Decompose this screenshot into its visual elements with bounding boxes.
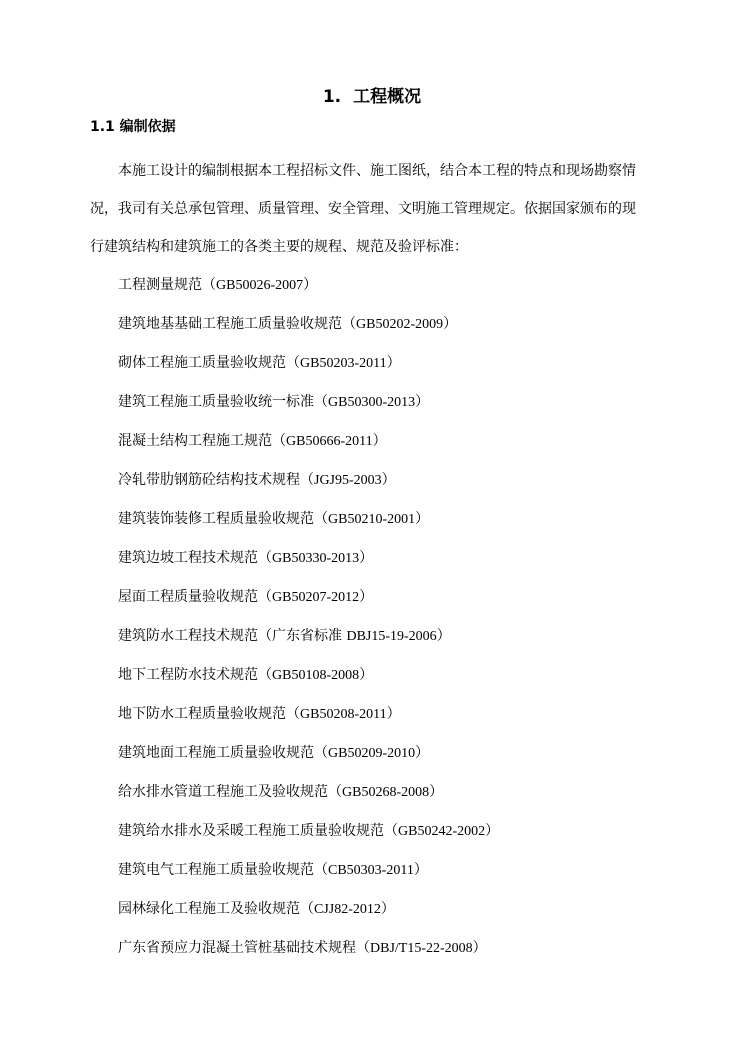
reference-close: ） — [359, 550, 374, 566]
reference-close: ） — [372, 433, 387, 449]
reference-name: 建筑地基基础工程施工质量验收规范（ — [118, 316, 356, 332]
reference-item — [118, 780, 698, 819]
reference-close: ） — [472, 940, 487, 956]
reference-code: GB50268-2008 — [342, 785, 430, 800]
reference-name: 地下防水工程质量验收规范（ — [118, 706, 300, 722]
reference-close: ） — [436, 628, 451, 644]
reference-item — [118, 585, 698, 624]
reference-close: ） — [381, 472, 396, 488]
title-text: 工程概况 — [353, 87, 422, 107]
reference-item — [118, 663, 698, 702]
reference-code: GB50210-2001 — [328, 512, 416, 527]
reference-name: 建筑防水工程技术规范（广东省标准 — [118, 628, 347, 644]
reference-code: GB50330-2013 — [272, 551, 360, 566]
reference-code: CB50303-2011 — [328, 863, 414, 878]
intro-line: 况，我司有关总承包管理、质量管理、安全管理、文明施工管理规定。依据国家颁布的现 — [90, 201, 636, 217]
title-number: 1. — [322, 87, 342, 107]
reference-close: ） — [415, 745, 430, 761]
reference-name: 建筑地面工程施工质量验收规范（ — [118, 745, 328, 761]
reference-item — [118, 702, 698, 741]
reference-item — [118, 312, 698, 351]
reference-close: ） — [413, 862, 428, 878]
reference-name: 给水排水管道工程施工及验收规范（ — [118, 784, 342, 800]
reference-item — [118, 429, 698, 468]
page-title — [0, 82, 744, 107]
reference-name: 地下工程防水技术规范（ — [118, 667, 272, 683]
reference-close: ） — [303, 277, 318, 293]
reference-code: GB50108-2008 — [272, 668, 360, 683]
reference-close: ） — [485, 823, 500, 839]
reference-name: 园林绿化工程施工及验收规范（ — [118, 901, 314, 917]
reference-item — [118, 936, 698, 975]
reference-name: 建筑边坡工程技术规范（ — [118, 550, 272, 566]
reference-code: GB50026-2007 — [216, 278, 304, 293]
reference-name: 建筑装饰装修工程质量验收规范（ — [118, 511, 328, 527]
reference-code: GB50666-2011 — [286, 434, 373, 449]
reference-close: ） — [359, 667, 374, 683]
reference-code: GB50203-2011 — [300, 356, 387, 371]
reference-item — [118, 351, 698, 390]
reference-item — [118, 819, 698, 858]
reference-code: GB50209-2010 — [328, 746, 416, 761]
reference-name: 冷轧带肋钢筋砼结构技术规程（ — [118, 472, 314, 488]
reference-item — [118, 507, 698, 546]
reference-item — [118, 624, 698, 663]
intro-line: 本施工设计的编制根据本工程招标文件、施工图纸，结合本工程的特点和现场勘察情 — [118, 163, 636, 179]
reference-close: ） — [443, 316, 458, 332]
intro-paragraph — [90, 152, 680, 266]
section-heading: 1.1 编制依据 — [90, 119, 176, 135]
reference-item — [118, 390, 698, 429]
reference-list — [118, 273, 698, 975]
reference-name: 砌体工程施工质量验收规范（ — [118, 355, 300, 371]
reference-close: ） — [415, 394, 430, 410]
reference-code: DBJ/T15-22-2008 — [370, 941, 473, 956]
reference-code: GB50207-2012 — [272, 590, 360, 605]
reference-item — [118, 897, 698, 936]
reference-close: ） — [359, 589, 374, 605]
reference-close: ） — [386, 706, 401, 722]
reference-code: DBJ15-19-2006 — [346, 629, 437, 644]
reference-name: 屋面工程质量验收规范（ — [118, 589, 272, 605]
reference-code: GB50242-2002 — [398, 824, 486, 839]
reference-name: 建筑工程施工质量验收统一标准（ — [118, 394, 328, 410]
reference-code: GB50300-2013 — [328, 395, 416, 410]
reference-code: CJJ82-2012 — [314, 902, 381, 917]
reference-code: GB50202-2009 — [356, 317, 444, 332]
reference-item — [118, 273, 698, 312]
reference-name: 混凝土结构工程施工规范（ — [118, 433, 286, 449]
reference-name: 建筑给水排水及采暖工程施工质量验收规范（ — [118, 823, 398, 839]
reference-close: ） — [380, 901, 395, 917]
intro-line: 行建筑结构和建筑施工的各类主要的规程、规范及验评标准： — [90, 239, 468, 255]
reference-item — [118, 741, 698, 780]
reference-close: ） — [386, 355, 401, 371]
reference-name: 建筑电气工程施工质量验收规范（ — [118, 862, 328, 878]
reference-item — [118, 468, 698, 507]
reference-close: ） — [429, 784, 444, 800]
reference-item — [118, 858, 698, 897]
reference-close: ） — [415, 511, 430, 527]
reference-name: 工程测量规范（ — [118, 277, 216, 293]
reference-code: JGJ95-2003 — [314, 473, 382, 488]
reference-name: 广东省预应力混凝土管桩基础技术规程（ — [118, 940, 370, 956]
reference-item — [118, 546, 698, 585]
reference-code: GB50208-2011 — [300, 707, 387, 722]
